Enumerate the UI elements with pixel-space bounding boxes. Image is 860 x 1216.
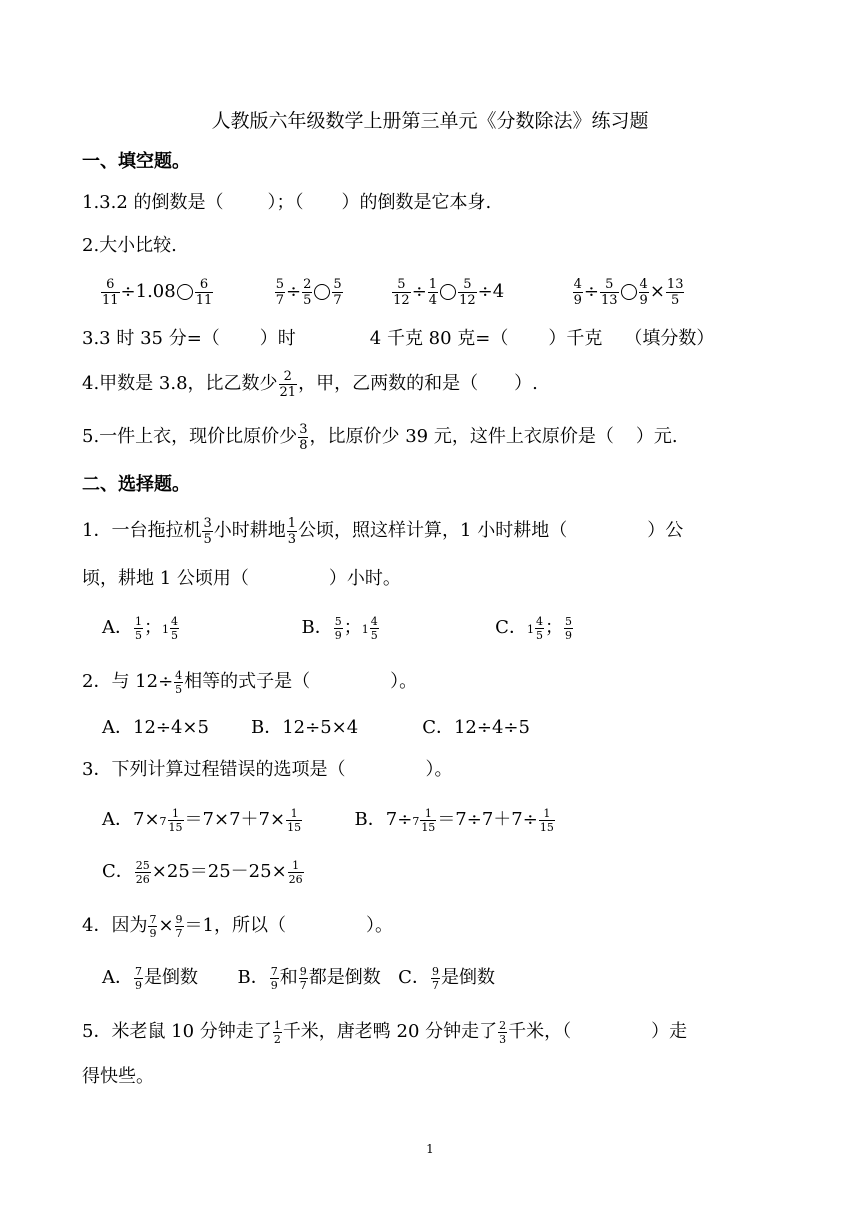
- option-c: C． $\frac{9}{7}$ 是倒数: [398, 964, 495, 992]
- choice-5-line-2: 得快些。: [82, 1066, 154, 1087]
- option-a: A． $\frac{7}{9}$ 是倒数: [102, 964, 198, 992]
- compare-circle-icon: [621, 284, 637, 300]
- option-b: B． $\frac{5}{9}$ ；1 $\frac{4}{5}$: [301, 614, 378, 642]
- comparison-4: $\frac{4}{9}$ ÷ $\frac{5}{13}$ $\frac{4}{9}$ × $\frac{13}{5}$: [573, 276, 684, 308]
- option-a: A．12÷4×5: [102, 717, 209, 738]
- comparison-1: $\frac{6}{11}$ ÷1.08 $\frac{6}{11}$: [102, 276, 213, 308]
- section-choice-heading: 二、选择题。: [82, 474, 190, 495]
- choice-1-line-2: 顷，耕地 1 公顷用（ ）小时。: [82, 568, 401, 589]
- option-a: A． $\frac{1}{5}$ ；1 $\frac{4}{5}$: [102, 614, 178, 642]
- option-b: B．7÷7 $\frac{1}{15}$ ＝7÷7＋7÷ $\frac{1}{15}$: [354, 806, 554, 834]
- choice-3-option-c: C． $\frac{25}{26}$ ×25＝25－25× $\frac{1}{26}$: [102, 858, 303, 886]
- option-a: A．7×7 $\frac{1}{15}$ ＝7×7＋7× $\frac{1}{15}$: [102, 806, 302, 834]
- section-fill-blank-heading: 一、填空题。: [82, 151, 190, 172]
- compare-circle-icon: [440, 284, 456, 300]
- page-number: 1: [426, 1142, 434, 1156]
- choice-4-options: [102, 960, 495, 996]
- question-1-5: 5.一件上衣，现价比原价少 $\frac{3}{8}$ ，比原价少 39 元，这件上衣原价是（ ）元.: [82, 421, 678, 453]
- choice-5: 5．米老鼠 10 分钟走了 $\frac{1}{2}$ 千米，唐老鸭 20 分钟走了 $\frac{2}{3}$ 千米，（ ）走: [82, 1018, 688, 1046]
- choice-3: 3．下列计算过程错误的选项是（ ）。: [82, 759, 453, 780]
- comparison-row: [100, 272, 685, 312]
- question-1-1: 1.3.2 的倒数是（ ）；（ ）的倒数是它本身.: [82, 192, 492, 213]
- comparison-2: $\frac{5}{7}$ ÷ $\frac{2}{5}$ $\frac{5}{7}$: [275, 276, 342, 308]
- choice-3-options-ab: [102, 802, 556, 840]
- option-c: C．12÷4÷5: [422, 717, 530, 738]
- question-1-3: 3.3 时 35 分=（ ）时 4 千克 80 克=（ ）千克 （填分数）: [82, 328, 715, 349]
- choice-4: 4．因为 $\frac{7}{9}$ × $\frac{9}{7}$ ＝1，所以（ ）。: [82, 912, 393, 940]
- choice-1-options: [102, 610, 574, 648]
- option-b: B．12÷5×4: [250, 717, 359, 738]
- question-1-2: 2.大小比较.: [82, 235, 177, 256]
- page-title: 人教版六年级数学上册第三单元《分数除法》练习题: [211, 110, 649, 132]
- option-b: B． $\frac{7}{9}$ 和 $\frac{9}{7}$ 都是倒数: [237, 964, 381, 992]
- question-1-4: 4.甲数是 3.8，比乙数少 $\frac{2}{21}$ ，甲，乙两数的和是（ ）.: [82, 368, 538, 400]
- choice-2: 2．与 12÷ $\frac{4}{5}$ 相等的式子是（ ）。: [82, 668, 418, 696]
- option-c: C．1 $\frac{4}{5}$ ； $\frac{5}{9}$: [495, 614, 572, 642]
- choice-1: 1．一台拖拉机 $\frac{3}{5}$ 小时耕地 $\frac{1}{3}$ 公顷，照这样计算，1 小时耕地（ ）公: [82, 515, 684, 547]
- compare-circle-icon: [314, 284, 330, 300]
- choice-2-options: [102, 715, 530, 741]
- comparison-3: $\frac{5}{12}$ ÷ $\frac{1}{4}$ $\frac{5}{12}$ ÷4: [393, 276, 505, 308]
- compare-circle-icon: [177, 284, 193, 300]
